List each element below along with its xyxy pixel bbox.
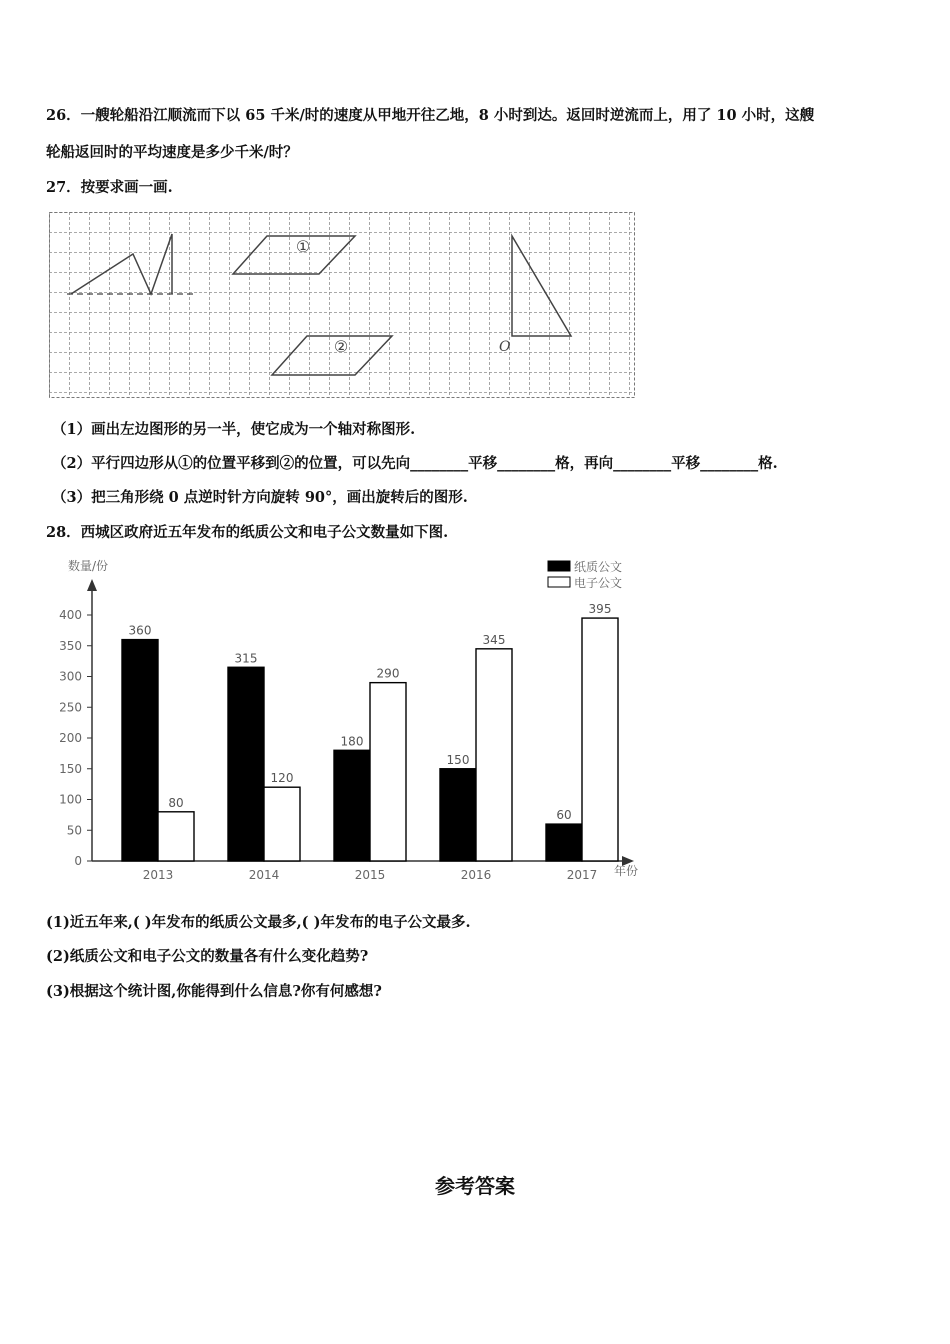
bar (122, 640, 158, 861)
q26-line1: 26．一艘轮船沿江顺流而下以 65 千米/时的速度从甲地开往乙地，8 小时到达。返回时逆流而上，用了 10 小时，这艘 (46, 107, 815, 124)
triangle (512, 236, 571, 336)
origin-label: O (499, 339, 511, 355)
x-tick-label: 2015 (354, 868, 386, 882)
legend-swatch (548, 577, 570, 587)
data-label: 120 (270, 771, 294, 786)
q27-part3: （3）把三角形绕 0 点逆时针方向旋转 90°，画出旋转后的图形. (52, 489, 468, 506)
data-label: 395 (588, 602, 612, 617)
q26-line2: 轮船返回时的平均速度是多少千米/时？ (46, 144, 298, 161)
grid-lines (49, 212, 635, 398)
x-tick-label: 2013 (142, 868, 174, 882)
x-tick-label: 2016 (460, 868, 492, 882)
x-tick-label: 2017 (566, 868, 598, 882)
data-label: 150 (446, 752, 470, 767)
parallelogram-1 (233, 236, 355, 274)
answer-title: 参考答案 (435, 1174, 515, 1198)
parallelogram-1-label: ① (295, 237, 311, 256)
legend-swatch (548, 561, 570, 571)
data-label: 80 (168, 795, 184, 810)
data-label: 290 (376, 666, 400, 681)
bar (546, 824, 582, 861)
q28-part2: (2)纸质公文和电子公文的数量各有什么变化趋势? (46, 948, 369, 965)
q27-part2: （2）平行四边形从①的位置平移到②的位置，可以先向________平移________格，再向________平移________格. (52, 455, 778, 472)
grid-border (50, 213, 635, 398)
q28-title: 28．西城区政府近五年发布的纸质公文和电子公文数量如下图. (46, 524, 449, 541)
legend-label: 电子公文 (574, 576, 623, 590)
y-axis-label: 数量/份 (68, 559, 109, 573)
bar (476, 649, 512, 861)
q28-part3: (3)根据这个统计图,你能得到什么信息?你有何感想? (46, 983, 382, 1000)
y-tick-label: 300 (59, 669, 82, 684)
bar (228, 667, 264, 861)
bar (582, 618, 618, 861)
data-label: 345 (482, 632, 506, 647)
q28-part1: (1)近五年来,( )年发布的纸质公文最多,( )年发布的电子公文最多. (46, 914, 471, 931)
bar (440, 769, 476, 861)
y-tick-label: 50 (66, 823, 82, 838)
y-tick-label: 350 (59, 638, 82, 653)
data-label: 180 (340, 734, 364, 749)
half-figure (71, 234, 172, 294)
x-tick-label: 2014 (248, 868, 280, 882)
data-label: 60 (556, 808, 572, 823)
parallelogram-2 (272, 336, 392, 375)
y-tick-label: 400 (59, 608, 82, 622)
y-tick-label: 250 (59, 700, 82, 715)
q27-part1: （1）画出左边图形的另一半，使它成为一个轴对称图形. (52, 421, 416, 438)
x-axis-label: 年份 (614, 864, 639, 878)
y-tick-label: 100 (59, 792, 82, 807)
grid-figure (49, 212, 635, 398)
legend-label: 纸质公文 (574, 560, 623, 574)
chart-bars (122, 602, 618, 882)
bar (264, 787, 300, 861)
parallelogram-2-label: ② (333, 337, 349, 356)
y-tick-label: 150 (59, 761, 82, 776)
data-label: 360 (128, 623, 152, 638)
y-tick-label: 0 (74, 854, 82, 868)
y-axis-arrow (87, 579, 97, 591)
y-tick-label: 200 (59, 731, 82, 745)
q27-title: 27．按要求画一画. (46, 179, 173, 196)
chart-legend (548, 559, 622, 590)
bar (158, 812, 194, 861)
bar-chart (52, 553, 652, 888)
bar (370, 683, 406, 861)
data-label: 315 (234, 651, 258, 666)
bar (334, 750, 370, 861)
